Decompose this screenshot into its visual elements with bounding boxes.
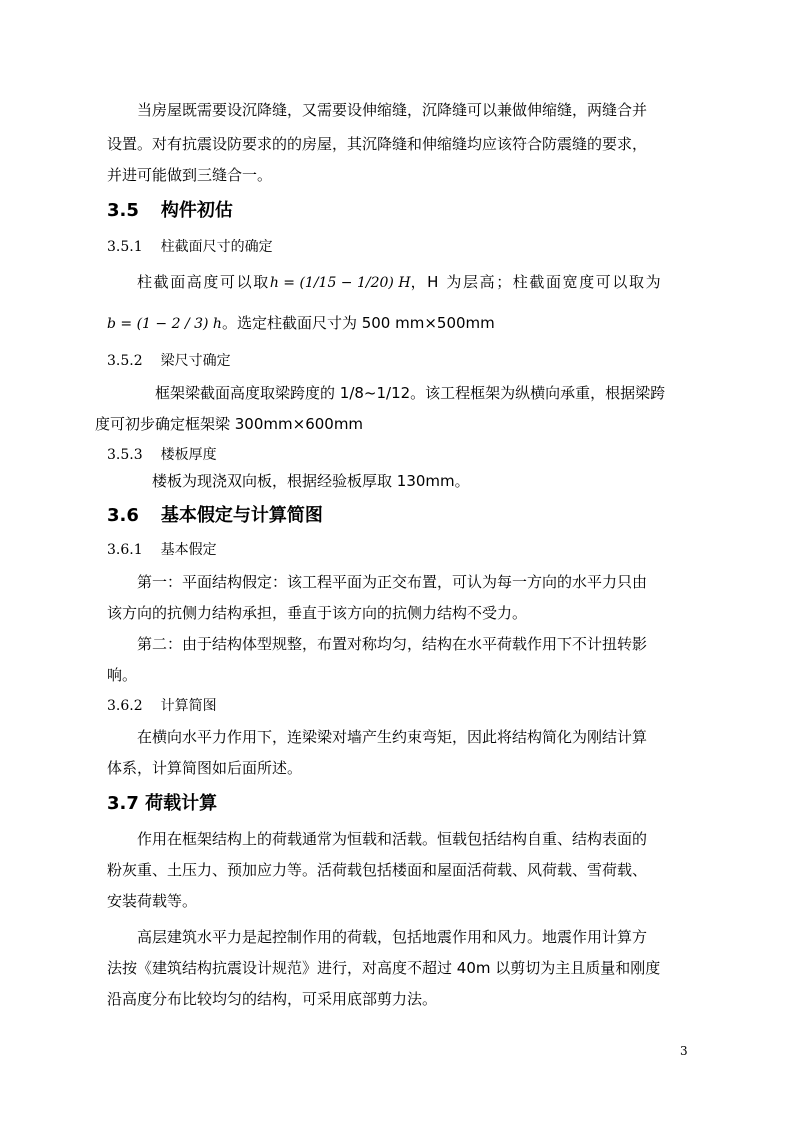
- subsection-heading-3-6-2: [107, 696, 217, 716]
- section-heading-3-7: 3.7 荷载计算: [107, 793, 218, 814]
- paragraph-line: 在横向水平力作用下，连梁梁对墙产生约束弯矩，因此将结构简化为刚结计算: [137, 728, 648, 746]
- formula-column-width: b = (1 − 2 / 3) h: [107, 316, 222, 332]
- paragraph-line: 度可初步确定框架梁 300mm×600mm: [95, 415, 364, 433]
- paragraph-line: 法按《建筑结构抗震设计规范》进行，对高度不超过 40m 以剪切为主且质量和刚度: [107, 959, 661, 977]
- subsection-number: 3.6.2: [107, 698, 143, 714]
- section-title: 基本假定与计算简图: [160, 505, 323, 526]
- section-number: 3.5: [107, 200, 139, 221]
- subsection-heading-3-6-1: [107, 540, 217, 560]
- text-run: ，H 为层高；柱截面宽度可以取为: [410, 273, 663, 291]
- subsection-heading-3-5-1: [107, 237, 273, 257]
- formula-column-height: h = (1/15 − 1/20) H: [269, 275, 411, 291]
- paragraph-line: 体系，计算简图如后面所述。: [107, 759, 303, 777]
- subsection-title: 楼板厚度: [160, 447, 217, 463]
- paragraph-line: 响。: [107, 666, 138, 684]
- section-number: 3.6: [107, 505, 139, 526]
- subsection-number: 3.5.1: [107, 239, 143, 255]
- paragraph-line: 第一：平面结构假定：该工程平面为正交布置，可认为每一方向的水平力只由: [137, 573, 648, 591]
- paragraph-line: 设置。对有抗震设防要求的的房屋，其沉降缝和伸缩缝均应该符合防震缝的要求，: [107, 135, 648, 153]
- section-heading-3-5: [107, 199, 233, 223]
- subsection-number: 3.6.1: [107, 542, 143, 558]
- paragraph-line: 第二：由于结构体型规整，布置对称均匀，结构在水平荷载作用下不计扭转影: [137, 635, 648, 653]
- section-title: 构件初估: [160, 200, 233, 221]
- subsection-number: 3.5.2: [107, 353, 143, 369]
- subsection-title: 梁尺寸确定: [160, 353, 231, 369]
- subsection-title: 基本假定: [160, 542, 217, 558]
- paragraph-line: 并进可能做到三缝合一。: [107, 166, 273, 184]
- paragraph-line: 安装荷载等。: [107, 892, 198, 910]
- paragraph-line: [107, 313, 495, 334]
- subsection-title: 计算简图: [160, 698, 217, 714]
- paragraph-line: 当房屋既需要设沉降缝，又需要设伸缩缝，沉降缝可以兼做伸缩缝，两缝合并: [137, 101, 648, 119]
- paragraph-line: 该方向的抗侧力结构承担，垂直于该方向的抗侧力结构不受力。: [107, 604, 528, 622]
- paragraph-line: 沿高度分布比较均匀的结构，可采用底部剪力法。: [107, 990, 438, 1008]
- subsection-number: 3.5.3: [107, 447, 143, 463]
- text-run: 。选定柱截面尺寸为 500 mm×500mm: [221, 314, 495, 332]
- paragraph-line: 粉灰重、土压力、预加应力等。活荷载包括楼面和屋面活荷载、风荷载、雪荷载、: [107, 861, 648, 879]
- subsection-heading-3-5-2: [107, 351, 231, 371]
- paragraph-line: 楼板为现浇双向板，根据经验板厚取 130mm。: [152, 472, 470, 490]
- paragraph-line: 作用在框架结构上的荷载通常为恒载和活载。恒载包括结构自重、结构表面的: [137, 830, 648, 848]
- subsection-heading-3-5-3: [107, 445, 217, 465]
- paragraph-line: 框架梁截面高度取梁跨度的 1/8~1/12。该工程框架为纵横向承重，根据梁跨: [155, 384, 666, 402]
- text-run: 柱截面高度可以取: [137, 273, 270, 291]
- subsection-title: 柱截面尺寸的确定: [160, 239, 273, 255]
- paragraph-line: [137, 272, 662, 293]
- page-number: 3: [680, 1044, 688, 1058]
- paragraph-line: 高层建筑水平力是起控制作用的荷载，包括地震作用和风力。地震作用计算方: [137, 928, 648, 946]
- section-heading-3-6: [107, 504, 323, 528]
